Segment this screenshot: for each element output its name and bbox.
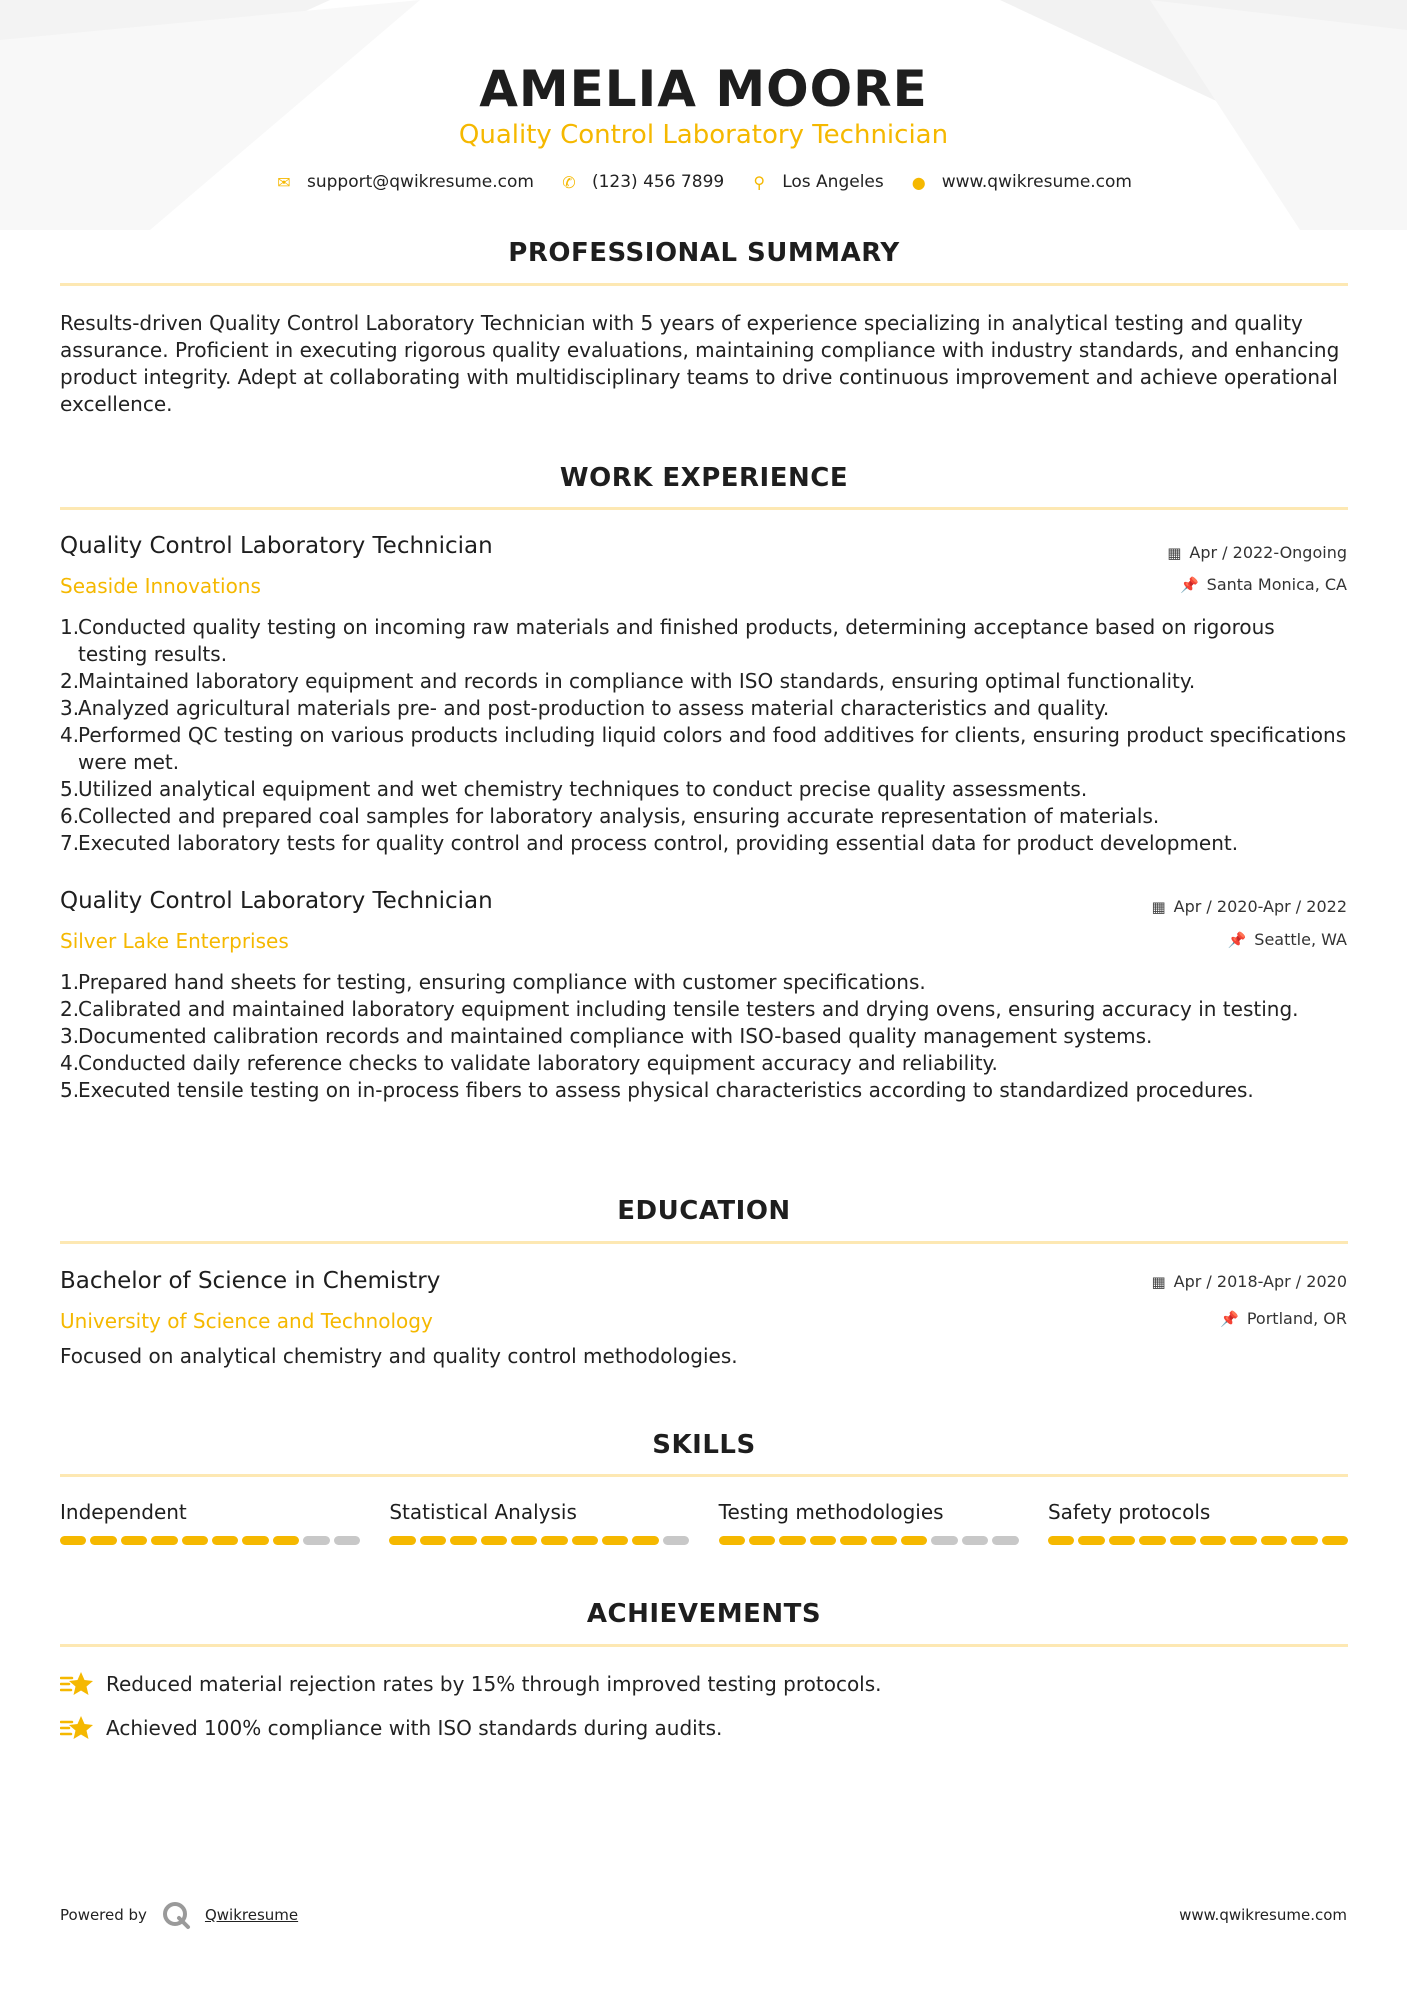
location-text: Santa Monica, CA bbox=[1206, 575, 1347, 594]
list-item: 4. Performed QC testing on various products including liquid colors and food additives for clients, ensuring product specifications were met. bbox=[60, 723, 1347, 774]
skill-dot-filled bbox=[810, 1536, 836, 1545]
list-item: 1. Conducted quality testing on incoming raw materials and finished products, determining acceptance based on rigorous testing results. bbox=[60, 615, 1275, 666]
dates-text: Apr / 2022-Ongoing bbox=[1189, 543, 1347, 562]
job-location bbox=[1180, 575, 1347, 594]
skill-dot-filled bbox=[450, 1536, 476, 1545]
skill-item bbox=[1048, 1500, 1348, 1545]
job-bullets bbox=[60, 969, 1350, 1104]
candidate-title: Quality Control Laboratory Technician bbox=[458, 120, 949, 150]
skill-dot-empty bbox=[931, 1536, 957, 1545]
skill-rating bbox=[719, 1536, 1019, 1545]
skill-dot-filled bbox=[719, 1536, 745, 1545]
pin-icon: 📌 bbox=[1179, 575, 1199, 594]
skill-rating bbox=[389, 1536, 689, 1545]
skill-dot-filled bbox=[1261, 1536, 1287, 1545]
list-item: 4. Conducted daily reference checks to validate laboratory equipment accuracy and reliability. bbox=[60, 1051, 998, 1075]
skill-dot-empty bbox=[334, 1536, 360, 1545]
company-name: Seaside Innovations bbox=[60, 574, 261, 598]
star-icon bbox=[60, 1714, 94, 1742]
skill-dot-filled bbox=[121, 1536, 147, 1545]
contact-website[interactable] bbox=[910, 172, 1132, 192]
skill-dot-filled bbox=[1291, 1536, 1317, 1545]
envelope-icon: ✉ bbox=[277, 172, 291, 192]
email-text: support@qwikresume.com bbox=[307, 172, 534, 192]
education-description: Focused on analytical chemistry and quality control methodologies. bbox=[60, 1344, 738, 1368]
section-divider bbox=[60, 1241, 1348, 1244]
skill-dot-filled bbox=[602, 1536, 628, 1545]
achievement-item bbox=[60, 1670, 882, 1698]
skill-dot-filled bbox=[541, 1536, 567, 1545]
skill-dot-filled bbox=[481, 1536, 507, 1545]
powered-by-label: Powered by bbox=[60, 1906, 147, 1924]
phone-icon: ✆ bbox=[562, 172, 576, 192]
job-dates bbox=[1151, 897, 1347, 916]
skill-name: Safety protocols bbox=[1047, 1500, 1211, 1524]
calendar-icon: ▦ bbox=[1167, 543, 1182, 562]
pin-icon: 📌 bbox=[1227, 930, 1247, 949]
skill-dot-filled bbox=[1170, 1536, 1196, 1545]
skill-dot-filled bbox=[182, 1536, 208, 1545]
contact-location bbox=[750, 172, 884, 192]
skill-dot-filled bbox=[779, 1536, 805, 1545]
section-title-experience: WORK EXPERIENCE bbox=[559, 463, 849, 493]
skill-dot-empty bbox=[663, 1536, 689, 1545]
contact-bar bbox=[0, 172, 1407, 192]
education-dates bbox=[1151, 1272, 1347, 1291]
list-item: 5. Executed tensile testing on in-process fibers to assess physical characteristics according to standardized procedures. bbox=[60, 1078, 1254, 1102]
section-divider bbox=[60, 1474, 1348, 1477]
school-name: University of Science and Technology bbox=[60, 1309, 433, 1333]
summary-text: Results-driven Quality Control Laboratory Technician with 5 years of experience specializing in analytical testing and quality assurance. Proficient in executing rigorous quality evaluations, maintaining compliance with industry standards, and enhancing product integrity. Adept at collaborating with multidisciplinary teams to drive continuous improvement and achieve operational excellence. bbox=[60, 311, 1340, 416]
dates-text: Apr / 2020-Apr / 2022 bbox=[1173, 897, 1347, 916]
skill-name: Statistical Analysis bbox=[389, 1500, 577, 1524]
section-title-skills: SKILLS bbox=[652, 1430, 756, 1460]
skill-dot-filled bbox=[1200, 1536, 1226, 1545]
pin-icon: 📌 bbox=[1220, 1309, 1239, 1328]
job-bullets bbox=[60, 614, 1350, 857]
skill-item bbox=[719, 1500, 1019, 1545]
list-item: 3. Documented calibration records and maintained compliance with ISO-based quality management systems. bbox=[60, 1024, 1153, 1048]
job-location bbox=[1228, 930, 1347, 949]
education-location bbox=[1220, 1309, 1347, 1328]
globe-icon: ● bbox=[911, 172, 926, 192]
skills-grid bbox=[60, 1500, 1348, 1545]
skill-dot-filled bbox=[1230, 1536, 1256, 1545]
achievement-text: Reduced material rejection rates by 15% through improved testing protocols. bbox=[106, 1672, 882, 1696]
skill-dot-filled bbox=[90, 1536, 116, 1545]
location-text: Portland, OR bbox=[1246, 1309, 1347, 1328]
section-title-education: EDUCATION bbox=[617, 1196, 791, 1226]
skill-dot-filled bbox=[871, 1536, 897, 1545]
candidate-name: AMELIA MOORE bbox=[479, 60, 928, 118]
skill-dot-filled bbox=[151, 1536, 177, 1545]
skill-dot-filled bbox=[511, 1536, 537, 1545]
skill-dot-filled bbox=[420, 1536, 446, 1545]
skill-dot-empty bbox=[962, 1536, 988, 1545]
skill-dot-filled bbox=[212, 1536, 238, 1545]
section-title-achievements: ACHIEVEMENTS bbox=[586, 1599, 822, 1629]
list-item: 6. Collected and prepared coal samples for laboratory analysis, ensuring accurate representation of materials. bbox=[60, 804, 1160, 828]
skill-dot-filled bbox=[1078, 1536, 1104, 1545]
section-title-summary: PROFESSIONAL SUMMARY bbox=[508, 238, 900, 268]
location-text: Seattle, WA bbox=[1254, 930, 1347, 949]
contact-phone[interactable] bbox=[560, 172, 724, 192]
map-pin-icon: ⚲ bbox=[753, 172, 766, 192]
calendar-icon: ▦ bbox=[1151, 1272, 1166, 1291]
star-icon bbox=[60, 1670, 94, 1698]
skill-dot-filled bbox=[901, 1536, 927, 1545]
skill-dot-filled bbox=[273, 1536, 299, 1545]
job-title: Quality Control Laboratory Technician bbox=[60, 888, 493, 914]
skill-dot-filled bbox=[242, 1536, 268, 1545]
skill-dot-filled bbox=[60, 1536, 86, 1545]
section-divider bbox=[60, 283, 1348, 286]
list-item: 1. Prepared hand sheets for testing, ensuring compliance with customer specifications. bbox=[60, 970, 926, 994]
achievement-item bbox=[60, 1714, 722, 1742]
list-item: 2. Calibrated and maintained laboratory equipment including tensile testers and drying ovens, ensuring accuracy in testing. bbox=[60, 997, 1299, 1021]
skill-dot-filled bbox=[1048, 1536, 1074, 1545]
skill-dot-filled bbox=[749, 1536, 775, 1545]
footer-branding bbox=[60, 1900, 298, 1930]
skill-dot-empty bbox=[992, 1536, 1018, 1545]
skill-dot-filled bbox=[1109, 1536, 1135, 1545]
dates-text: Apr / 2018-Apr / 2020 bbox=[1173, 1272, 1347, 1291]
phone-text: (123) 456 7899 bbox=[591, 172, 725, 192]
website-text: www.qwikresume.com bbox=[941, 172, 1132, 192]
skill-dot-filled bbox=[632, 1536, 658, 1545]
skill-dot-filled bbox=[572, 1536, 598, 1545]
skill-rating bbox=[1048, 1536, 1348, 1545]
skill-rating bbox=[60, 1536, 360, 1545]
qwikresume-logo-icon bbox=[161, 1900, 191, 1930]
list-item: 5. Utilized analytical equipment and wet chemistry techniques to conduct precise quality assessments. bbox=[60, 777, 1088, 801]
job-dates bbox=[1167, 543, 1347, 562]
skill-dot-filled bbox=[840, 1536, 866, 1545]
skill-dot-filled bbox=[389, 1536, 415, 1545]
list-item: 3. Analyzed agricultural materials pre- and post-production to assess material characteristics and quality. bbox=[60, 696, 1110, 720]
footer-website-link[interactable]: www.qwikresume.com bbox=[1179, 1906, 1347, 1924]
list-item: 2. Maintained laboratory equipment and records in compliance with ISO standards, ensuring optimal functionality. bbox=[60, 669, 1196, 693]
skill-name: Testing methodologies bbox=[718, 1500, 944, 1524]
degree-title: Bachelor of Science in Chemistry bbox=[60, 1268, 441, 1294]
section-divider bbox=[60, 1644, 1348, 1647]
skill-name: Independent bbox=[60, 1500, 187, 1524]
section-divider bbox=[60, 507, 1348, 510]
skill-dot-filled bbox=[1322, 1536, 1348, 1545]
skill-dot-filled bbox=[1139, 1536, 1165, 1545]
company-name: Silver Lake Enterprises bbox=[60, 929, 289, 953]
contact-email[interactable] bbox=[275, 172, 534, 192]
calendar-icon: ▦ bbox=[1151, 897, 1166, 916]
skill-item bbox=[389, 1500, 689, 1545]
list-item: 7. Executed laboratory tests for quality control and process control, providing essential data for product development. bbox=[60, 831, 1239, 855]
achievement-text: Achieved 100% compliance with ISO standards during audits. bbox=[106, 1716, 723, 1740]
job-title: Quality Control Laboratory Technician bbox=[60, 533, 493, 559]
location-text: Los Angeles bbox=[782, 172, 884, 192]
skill-dot-empty bbox=[303, 1536, 329, 1545]
brand-link[interactable]: Qwikresume bbox=[204, 1906, 299, 1924]
skill-item bbox=[60, 1500, 360, 1545]
